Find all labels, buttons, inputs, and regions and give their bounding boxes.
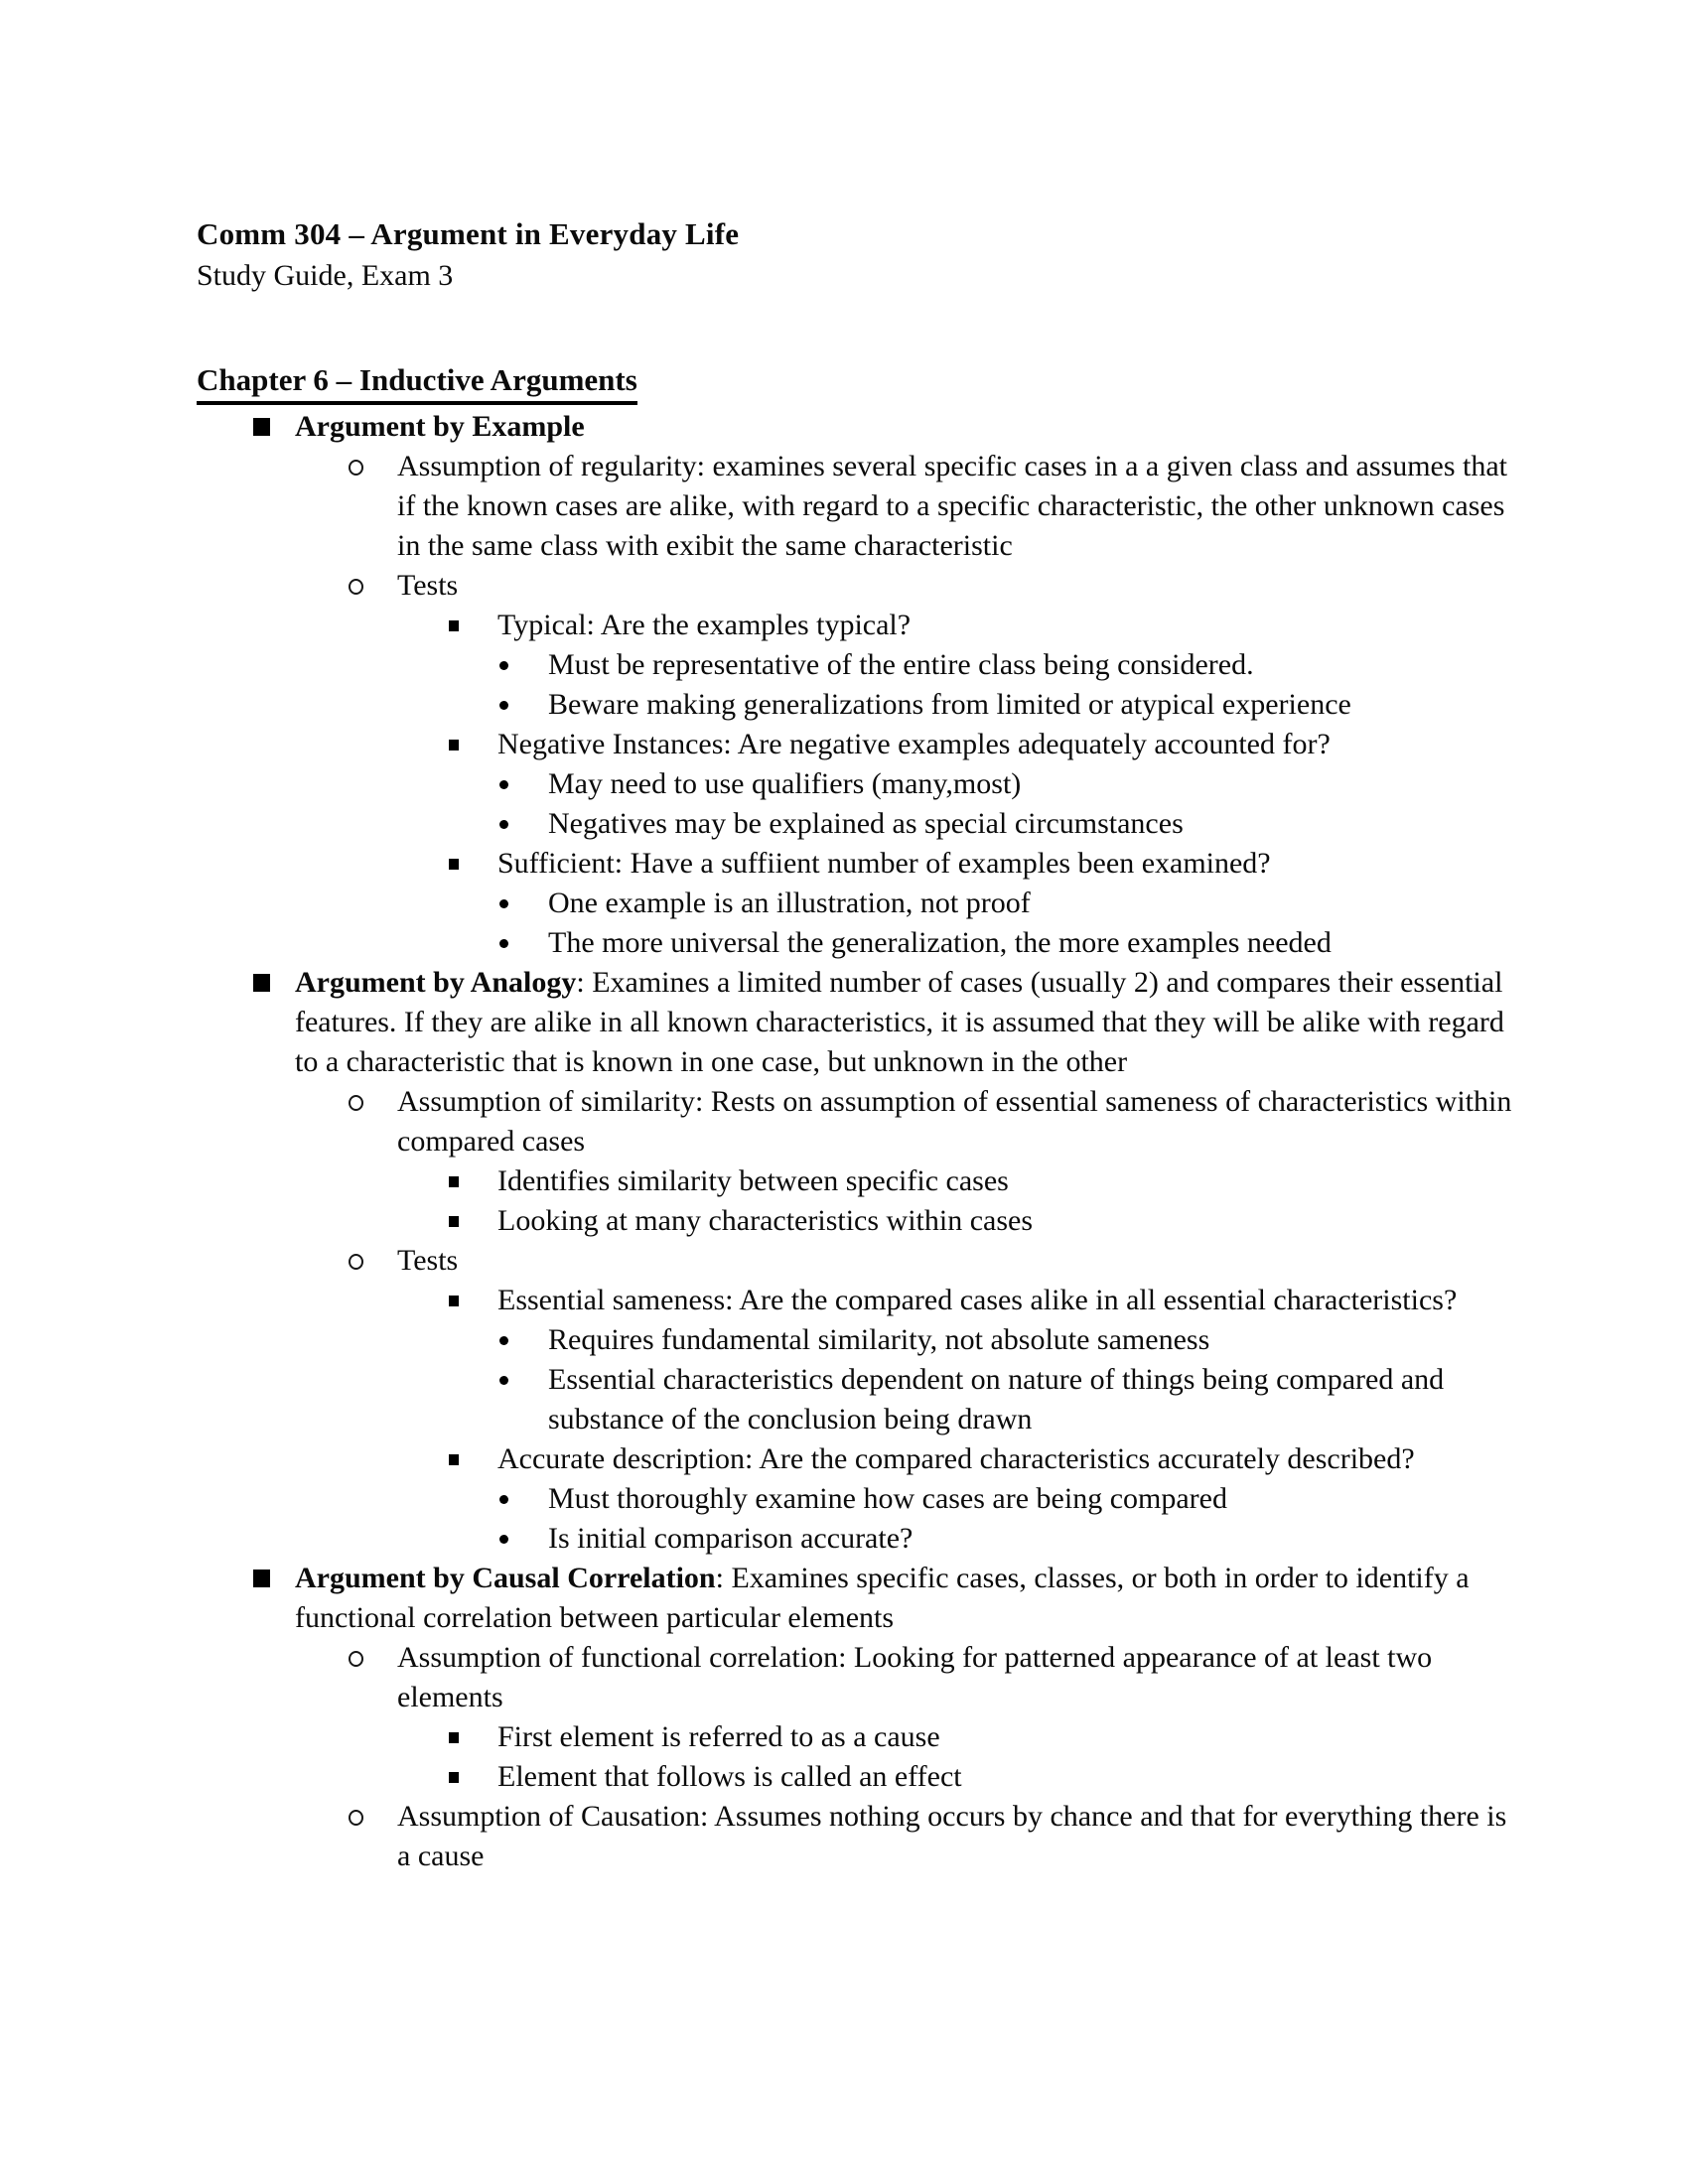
list-item bbox=[197, 923, 1519, 963]
small-filled-square-bullet-icon bbox=[449, 740, 459, 751]
document-title: Comm 304 – Argument in Everyday Life bbox=[197, 216, 740, 251]
list-item bbox=[197, 645, 1519, 685]
list-item bbox=[197, 844, 1519, 884]
list-item-text: Essential sameness: Are the compared cases alike in all essential characteristics? bbox=[497, 1284, 1458, 1316]
list-item-text: Element that follows is called an effect bbox=[497, 1760, 962, 1793]
document-header bbox=[197, 213, 1519, 297]
list-item-bold-lead: Argument by Example bbox=[295, 410, 585, 443]
filled-square-bullet-icon bbox=[253, 1570, 270, 1587]
round-dot-bullet-icon bbox=[499, 939, 508, 948]
open-circle-bullet-icon bbox=[349, 1095, 363, 1111]
filled-square-bullet-icon bbox=[253, 974, 270, 992]
list-item bbox=[197, 804, 1519, 844]
list-item bbox=[197, 1201, 1519, 1241]
list-item bbox=[197, 1082, 1519, 1161]
list-item bbox=[197, 1757, 1519, 1797]
round-dot-bullet-icon bbox=[499, 1535, 508, 1544]
small-filled-square-bullet-icon bbox=[449, 1296, 459, 1306]
outline-list bbox=[197, 407, 1519, 1876]
list-item-text: : Examines specific cases, classes, or both in order to identify a functional correlation between particular elements bbox=[295, 1562, 1470, 1634]
chapter-heading bbox=[197, 360, 1519, 405]
list-item bbox=[197, 1320, 1519, 1360]
list-item-text: Assumption of Causation: Assumes nothing occurs by chance and that for everything there is a cause bbox=[397, 1800, 1507, 1872]
list-item-text: Assumption of functional correlation: Looking for patterned appearance of at least two elements bbox=[397, 1641, 1433, 1713]
list-item-text: Beware making generalizations from limited or atypical experience bbox=[548, 688, 1351, 721]
open-circle-bullet-icon bbox=[349, 460, 363, 476]
list-item bbox=[197, 1559, 1519, 1638]
round-dot-bullet-icon bbox=[499, 780, 508, 789]
list-item-text: Must be representative of the entire class being considered. bbox=[548, 648, 1254, 681]
round-dot-bullet-icon bbox=[499, 701, 508, 710]
list-item-text: Tests bbox=[397, 569, 459, 602]
list-item bbox=[197, 1439, 1519, 1479]
list-item bbox=[197, 1797, 1519, 1876]
list-item-text: Looking at many characteristics within cases bbox=[497, 1204, 1033, 1237]
open-circle-bullet-icon bbox=[349, 1810, 363, 1826]
list-item bbox=[197, 407, 1519, 447]
list-item-text: First element is referred to as a cause bbox=[497, 1720, 940, 1753]
small-filled-square-bullet-icon bbox=[449, 1732, 459, 1743]
round-dot-bullet-icon bbox=[499, 899, 508, 908]
list-item-text: Tests bbox=[397, 1244, 459, 1277]
round-dot-bullet-icon bbox=[499, 1336, 508, 1345]
list-item-text: Assumption of similarity: Rests on assumption of essential sameness of characteristics within compared cases bbox=[397, 1085, 1512, 1158]
list-item-text: Is initial comparison accurate? bbox=[548, 1522, 914, 1555]
list-item-text: One example is an illustration, not proof bbox=[548, 887, 1031, 919]
small-filled-square-bullet-icon bbox=[449, 1216, 459, 1227]
list-item bbox=[197, 685, 1519, 725]
list-item-text: Requires fundamental similarity, not absolute sameness bbox=[548, 1323, 1210, 1356]
open-circle-bullet-icon bbox=[349, 1651, 363, 1667]
list-item bbox=[197, 1281, 1519, 1320]
list-item bbox=[197, 1241, 1519, 1281]
list-item bbox=[197, 963, 1519, 1082]
list-item bbox=[197, 1638, 1519, 1717]
round-dot-bullet-icon bbox=[499, 1376, 508, 1385]
list-item bbox=[197, 606, 1519, 645]
list-item-text: Identifies similarity between specific cases bbox=[497, 1164, 1009, 1197]
small-filled-square-bullet-icon bbox=[449, 620, 459, 631]
small-filled-square-bullet-icon bbox=[449, 1176, 459, 1187]
list-item bbox=[197, 1479, 1519, 1519]
list-item bbox=[197, 1519, 1519, 1559]
list-item-text: Negative Instances: Are negative examples adequately accounted for? bbox=[497, 728, 1331, 760]
list-item bbox=[197, 447, 1519, 566]
round-dot-bullet-icon bbox=[499, 820, 508, 829]
list-item-text: Must thoroughly examine how cases are being compared bbox=[548, 1482, 1227, 1515]
chapter-heading-text: Chapter 6 – Inductive Arguments bbox=[197, 360, 637, 405]
list-item bbox=[197, 725, 1519, 764]
small-filled-square-bullet-icon bbox=[449, 1772, 459, 1783]
list-item bbox=[197, 1161, 1519, 1201]
list-item-text: Negatives may be explained as special circumstances bbox=[548, 807, 1184, 840]
round-dot-bullet-icon bbox=[499, 661, 508, 670]
list-item-text: : Examines a limited number of cases (usually 2) and compares their essential features. If they are alike in all known characteristics, it is assumed that they will be alike with regard to a characteristic that is known in one case, but unknown in the other bbox=[295, 966, 1504, 1078]
list-item-text: Accurate description: Are the compared characteristics accurately described? bbox=[497, 1442, 1415, 1475]
small-filled-square-bullet-icon bbox=[449, 859, 459, 870]
list-item-text: May need to use qualifiers (many,most) bbox=[548, 767, 1022, 800]
list-item bbox=[197, 566, 1519, 606]
open-circle-bullet-icon bbox=[349, 1254, 363, 1270]
list-item-text: The more universal the generalization, the more examples needed bbox=[548, 926, 1332, 959]
list-item-bold-lead: Argument by Causal Correlation bbox=[295, 1562, 716, 1594]
list-item-text: Essential characteristics dependent on nature of things being compared and substance of the conclusion being drawn bbox=[548, 1363, 1445, 1435]
round-dot-bullet-icon bbox=[499, 1495, 508, 1504]
list-item bbox=[197, 764, 1519, 804]
list-item-bold-lead: Argument by Analogy bbox=[295, 966, 577, 999]
list-item bbox=[197, 1717, 1519, 1757]
list-item-text: Assumption of regularity: examines several specific cases in a a given class and assumes that if the known cases are alike, with regard to a specific characteristic, the other unknown cases in the same class with exibit the same characteristic bbox=[397, 450, 1507, 562]
document-subtitle: Study Guide, Exam 3 bbox=[197, 259, 454, 292]
small-filled-square-bullet-icon bbox=[449, 1454, 459, 1465]
list-item-text: Sufficient: Have a suffiient number of examples been examined? bbox=[497, 847, 1271, 880]
list-item-text: Typical: Are the examples typical? bbox=[497, 609, 912, 641]
list-item bbox=[197, 1360, 1519, 1439]
list-item bbox=[197, 884, 1519, 923]
open-circle-bullet-icon bbox=[349, 579, 363, 595]
filled-square-bullet-icon bbox=[253, 418, 270, 436]
